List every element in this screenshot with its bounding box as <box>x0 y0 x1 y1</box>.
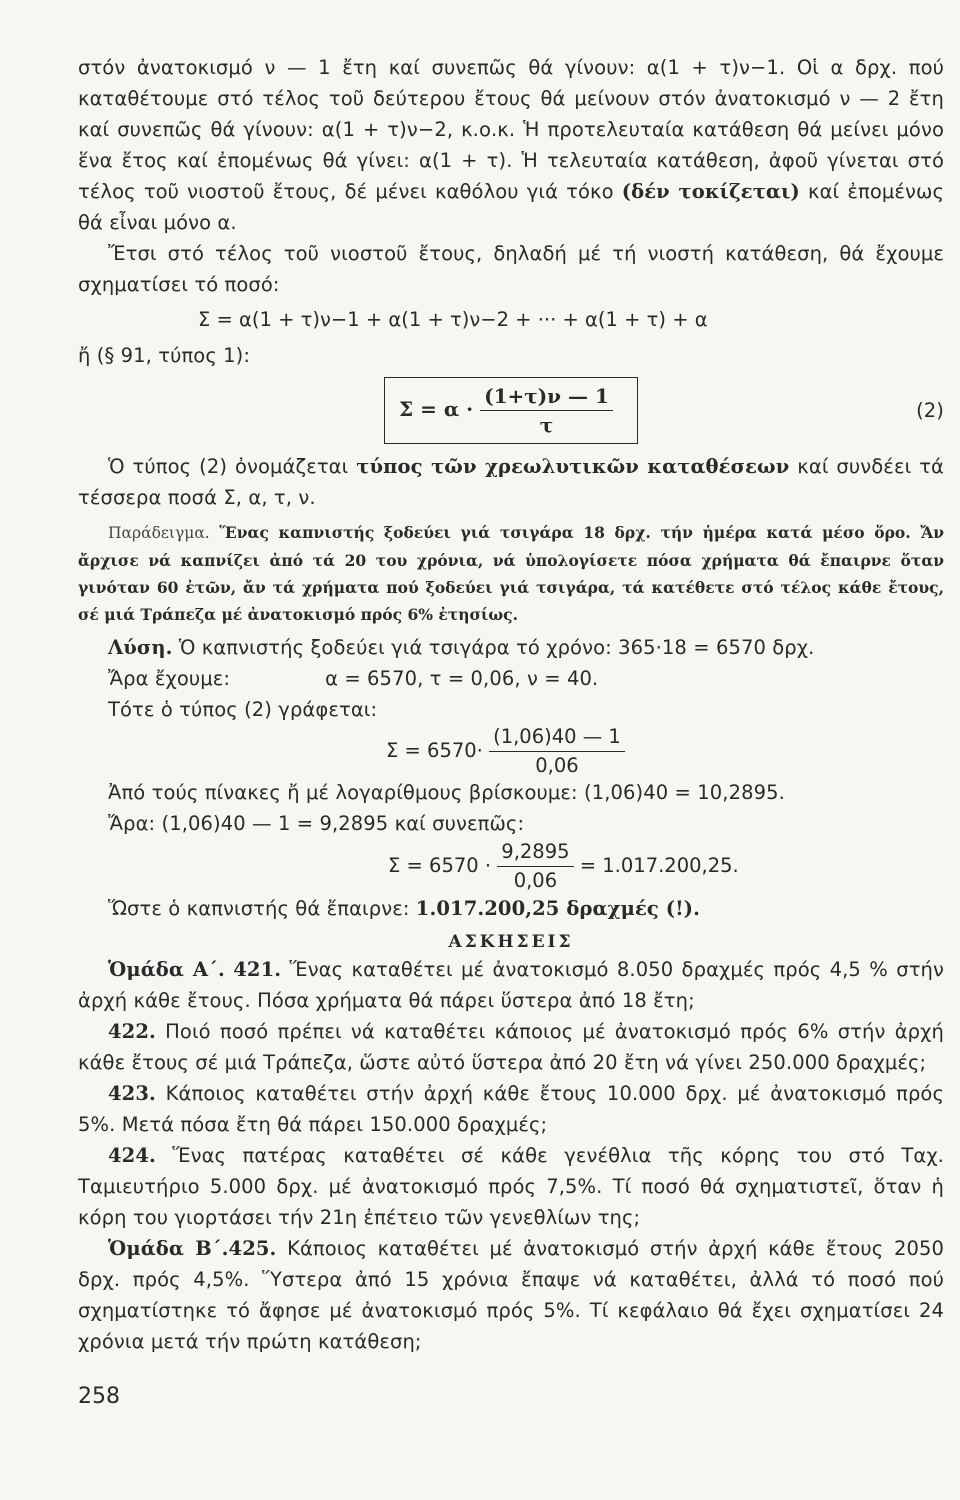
exercises-heading: ΑΣΚΗΣΕΙΣ <box>448 932 574 952</box>
exercise-number: 425. <box>228 1237 277 1260</box>
paragraph-1-text: στόν ἀνατοκισμό ν — 1 ἔτη καί συνεπῶς θά γίνουν: α(1 + τ)ν−1. Οἱ α δρχ. πού καταθέτουμε στό τέλος τοῦ δεύτερου ἔτους θά μείνουν στόν ἀνατοκισμό ν — 2 ἔτη καί συνεπῶς θά γίνουν: α(1 + τ)ν−2, κ.ο.κ. Ἡ προτελευταία κατάθεση θά μείνει μόνο ἕνα ἔτος καί ἐπομένως θά γίνει: α(1 + τ). Ἡ τελευταία κατάθεση, ἀφοῦ γίνεται στό τέλος τοῦ νιοστοῦ ἔτους, δέ μένει καθόλου γιά τόκο <box>78 56 944 203</box>
paragraph-1-bold: (δέν τοκίζεται) <box>621 180 800 203</box>
formula-box <box>384 377 638 444</box>
equation-2 <box>78 725 944 777</box>
conclusion-text: Ὥστε ὁ καπνιστής θά ἔπαιρνε: <box>108 897 416 920</box>
paragraph-3-end: καί συνδέει τά τέσσερα ποσά Σ, α, τ, ν. <box>78 455 944 509</box>
exercise-text: Ἕνας καταθέτει μέ ἀνατοκισμό 8.050 δραχμές πρός 4,5 % στήν ἀρχή κάθε ἔτους. Πόσα χρήματα θά πάρει ὕστερα ἀπό 18 ἔτη; <box>78 958 944 1012</box>
example-label: Παράδειγμα. <box>108 524 210 542</box>
exercise-number: 422. <box>108 1020 156 1043</box>
formula-fraction <box>480 384 613 437</box>
values-line <box>78 663 944 694</box>
equation-2-denominator: 0,06 <box>535 754 579 777</box>
paragraph-1 <box>78 52 944 238</box>
paragraph-3 <box>78 451 944 513</box>
paragraph-1-end: καί ἐπομένως θά εἶναι μόνο α. <box>78 180 944 234</box>
equation-2-lhs: Σ = 6570· <box>386 739 483 762</box>
equation-2-fraction <box>489 725 625 778</box>
exercise-text: Ἕνας πατέρας καταθέτει σέ κάθε γενέθλια τῆς κόρης του στό Ταχ. Ταμιευτήριο 5.000 δρχ. μέ ἀνατοκισμό πρός 7,5%. Τί ποσό θά σχηματιστεῖ, ὅταν ἡ κόρη του γιορτάσει τήν 21η ἐπέτειο τῶν γενεθλίων της; <box>78 1144 944 1229</box>
formula-number: (2) <box>916 399 944 422</box>
equation-3-lhs: Σ = 6570 · <box>388 854 492 877</box>
exercise-group: Ὁμάδα Α΄. <box>108 958 225 981</box>
example-paragraph <box>78 519 944 628</box>
page-number: 258 <box>78 1384 120 1409</box>
exercise-text: Κάποιος καταθέτει μέ ἀνατοκισμό στήν ἀρχή κάθε ἔτους 2050 δρχ. πρός 4,5%. Ὕστερα ἀπό 15 χρόνια ἔπαψε νά καταθέτει, ἀλλά τό ποσό πού σχηματίστηκε τό ἄφησε μέ ἀνατοκισμό πρός 5%. Τί κεφάλαιο θά ἔχει σχηματίσει 24 χρόνια μετά τήν πρώτη κατάθεση; <box>78 1237 944 1353</box>
exercise-group: Ὁμάδα Β΄. <box>108 1237 229 1260</box>
values-label: Ἄρα ἔχουμε: <box>108 667 231 690</box>
tables-line: Ἀπό τούς πίνακες ἤ μέ λογαρίθμους βρίσκουμε: (1,06)40 = 10,2895. <box>108 781 785 804</box>
formula-lhs: Σ = α · <box>399 397 474 421</box>
example-text: Ἕνας καπνιστής ξοδεύει γιά τσιγάρα 18 δρχ. τήν ἡμέρα κατά μέσο ὅρο. Ἄν ἄρχισε νά καπνίζει ἀπό τά 20 του χρόνια, νά ὑπολογίσετε πόσα χρήματα θά ἔπαιρνε ὅταν γινόταν 60 ἐτῶν, ἄν τά χρήματα πού ξοδεύει γιά τσιγάρα, τά κατέθετε στό τέλος κάθε ἔτους, σέ μιά Τράπεζα μέ ἀνατοκισμό πρός 6% ἐτησίως. <box>78 523 944 624</box>
equation-3-rhs: = 1.017.200,25. <box>579 854 739 877</box>
formula-denominator: τ <box>539 413 554 437</box>
page-body <box>78 52 944 1357</box>
equation-3-denominator: 0,06 <box>513 869 558 892</box>
tote-line: Τότε ὁ τύπος (2) γράφεται: <box>108 698 378 721</box>
values-text: α = 6570, τ = 0,06, ν = 40. <box>325 667 599 690</box>
equation-3-fraction <box>497 840 573 893</box>
exercise-number: 423. <box>108 1082 156 1105</box>
exercise-text: Κάποιος καταθέτει στήν ἀρχή κάθε ἔτους 10.000 δρχ. μέ ἀνατοκισμό πρός 5%. Μετά πόσα ἔτη θά πάρει 150.000 δραχμές; <box>78 1082 944 1136</box>
formula-block <box>78 373 944 451</box>
sum-equation: Σ = α(1 + τ)ν−1 + α(1 + τ)ν−2 + ··· + α(1 + τ) + α <box>198 308 708 331</box>
ara-line: Ἄρα: (1,06)40 — 1 = 9,2895 καί συνεπῶς: <box>108 812 525 835</box>
equation-3 <box>78 839 944 893</box>
exercise-item <box>78 1233 944 1357</box>
solution-text: Ὁ καπνιστής ξοδεύει γιά τσιγάρα τό χρόνο: 365·18 = 6570 δρχ. <box>178 636 815 659</box>
formula-numerator: (1+τ)ν — 1 <box>480 384 613 411</box>
equation-3-numerator: 9,2895 <box>497 840 573 867</box>
reference-line: ἤ (§ 91, τύπος 1): <box>78 344 251 367</box>
exercise-item <box>78 1016 944 1078</box>
paragraph-3-bold: τύπος τῶν χρεωλυτικῶν καταθέσεων <box>356 455 790 478</box>
exercise-item <box>78 954 944 1016</box>
paragraph-3-text: Ὁ τύπος (2) ὀνομάζεται <box>108 455 357 478</box>
exercise-item <box>78 1140 944 1233</box>
solution-label: Λύση. <box>108 636 173 659</box>
exercise-item <box>78 1078 944 1140</box>
conclusion-line <box>78 893 944 924</box>
exercise-number: 424. <box>108 1144 156 1167</box>
exercise-list <box>78 954 944 1357</box>
equation-2-numerator: (1,06)40 — 1 <box>489 725 625 752</box>
paragraph-2: Ἔτσι στό τέλος τοῦ νιοστοῦ ἔτους, δηλαδή μέ τή νιοστή κατάθεση, θά ἔχουμε σχηματίσει τό ποσό: <box>78 242 944 296</box>
conclusion-bold: 1.017.200,25 δραχμές (!). <box>415 897 700 920</box>
exercise-text: Ποιό ποσό πρέπει νά καταθέτει κάποιος μέ ἀνατοκισμό πρός 6% στήν ἀρχή κάθε ἔτους σέ μιά Τράπεζα, ὥστε αὐτό ὕστερα ἀπό 20 ἔτη νά γίνει 250.000 δραχμές; <box>78 1020 944 1074</box>
solution-line <box>78 632 944 663</box>
exercise-number: 421. <box>233 958 282 981</box>
